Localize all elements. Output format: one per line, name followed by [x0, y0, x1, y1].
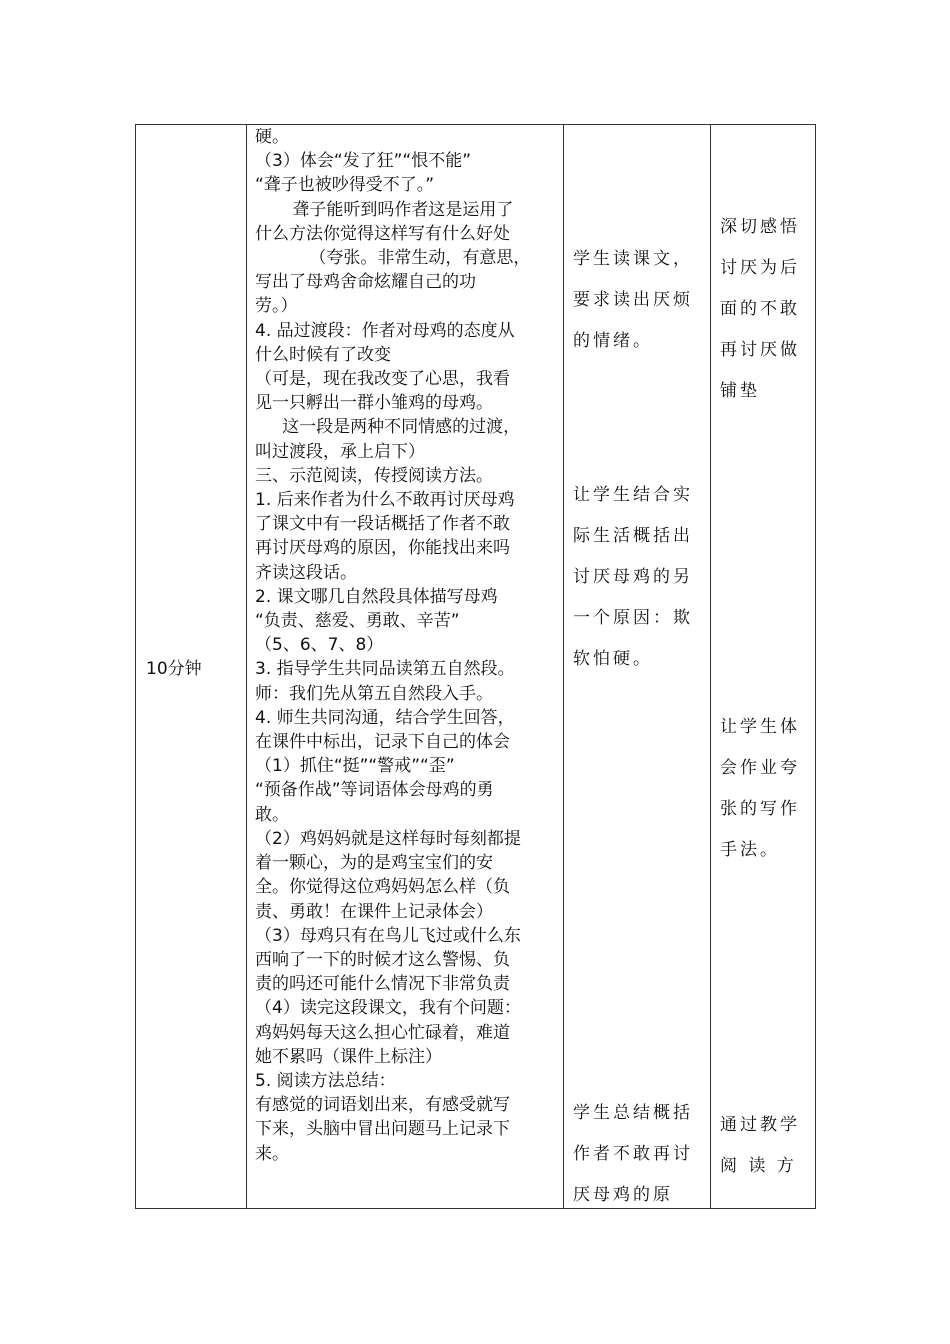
process-line: （3）母鸡只有在鸟儿飞过或什么东 [255, 925, 521, 946]
design-intent-1: 深切感悟 讨厌为后 面的不敢 再讨厌做 铺垫 [720, 217, 800, 401]
process-line: 什么方法你觉得这样写有什么好处 [255, 223, 510, 244]
process-line: 全。你觉得这位鸡妈妈怎么样（负 [255, 877, 510, 898]
process-line: 敢。 [255, 804, 289, 825]
process-line: （1）抓住“挺”“警戒”“歪” [255, 756, 455, 777]
process-line: 下来，头脑中冒出问题马上记录下 [255, 1119, 510, 1140]
process-line: 三、示范阅读，传授阅读方法。 [255, 465, 493, 486]
time-label: 10分钟 [146, 659, 202, 679]
student-activity-3: 学生总结概括 作者不敢再讨 厌母鸡的原 [573, 1103, 693, 1205]
process-line: 来。 [255, 1143, 289, 1164]
design-intent-cell [711, 125, 816, 1209]
lesson-plan-table [135, 124, 816, 1209]
process-line: 着一颗心，为的是鸡宝宝们的安 [255, 853, 493, 874]
process-line: （可是，现在我改变了心思，我看 [255, 369, 510, 390]
process-line: 了课文中有一段话概括了作者不敢 [255, 514, 510, 535]
process-line: （4）读完这段课文，我有个问题： [255, 998, 521, 1019]
process-line: 西响了一下的时候才这么警惕、负 [255, 949, 510, 970]
process-line: （夸张。非常生动，有意思， [309, 248, 531, 269]
process-line: 在课件中标出，记录下自己的体会 [255, 732, 510, 753]
student-activity-cell [564, 125, 711, 1209]
table-row [136, 125, 816, 1209]
process-line: 这一段是两种不同情感的过渡， [282, 417, 521, 438]
process-line: 4. 师生共同沟通，结合学生回答， [255, 707, 515, 728]
process-line: 见一只孵出一群小雏鸡的母鸡。 [255, 393, 493, 414]
process-line: 1. 后来作者为什么不敢再讨厌母鸡 [255, 490, 515, 511]
process-line: 鸡妈妈每天这么担心忙碌着，难道 [255, 1022, 510, 1043]
student-activity-2: 让学生结合实 际生活概括出 讨厌母鸡的另 一个原因：欺 软怕硬。 [573, 485, 693, 669]
process-line: 硬。 [255, 127, 289, 147]
design-intent-2: 让学生体 会作业夸 张的写作 手法。 [720, 717, 800, 860]
process-line: 3. 指导学生共同品读第五自然段。 [255, 659, 515, 680]
process-line: 聋子能听到吗作者这是运用了 [292, 199, 514, 220]
time-cell [136, 125, 247, 1209]
process-line: “聋子也被吵得受不了。” [255, 175, 435, 196]
process-line: 再讨厌母鸡的原因，你能找出来吗 [255, 538, 510, 559]
process-line: 她不累吗（课件上标注） [255, 1046, 442, 1067]
process-line: 齐读这段话。 [255, 562, 357, 583]
design-intent-3: 通过教学 阅 读 方 [720, 1115, 800, 1176]
process-line: （3）体会“发了狂”“恨不能” [255, 151, 472, 172]
process-line: 责的吗还可能什么情况下非常负责 [255, 974, 510, 995]
process-line: “负责、慈爱、勇敢、辛苦” [255, 611, 460, 632]
student-activity-1: 学生读课文， 要求读出厌烦 的情绪。 [573, 249, 693, 351]
teaching-process-cell [247, 125, 564, 1209]
process-line: 什么时候有了改变 [255, 344, 391, 365]
process-line: 师：我们先从第五自然段入手。 [255, 683, 493, 704]
process-line: 劳。） [255, 296, 298, 317]
process-line: 2. 课文哪几自然段具体描写母鸡 [255, 586, 498, 607]
process-line: （2）鸡妈妈就是这样每时每刻都提 [255, 828, 521, 849]
process-line: 4. 品过渡段：作者对母鸡的态度从 [255, 320, 515, 341]
process-line: 写出了母鸡舍命炫耀自己的功 [255, 272, 476, 293]
process-line: 责、勇敢！在课件上记录体会） [255, 901, 493, 922]
process-line: 叫过渡段，承上启下） [255, 441, 425, 462]
teaching-process-text [255, 125, 557, 1166]
process-line: “预备作战”等词语体会母鸡的勇 [255, 780, 494, 801]
process-line: 有感觉的词语划出来，有感受就写 [255, 1095, 510, 1116]
process-line: 5. 阅读方法总结： [255, 1070, 396, 1091]
process-line: （5、6、7、8） [255, 635, 384, 656]
